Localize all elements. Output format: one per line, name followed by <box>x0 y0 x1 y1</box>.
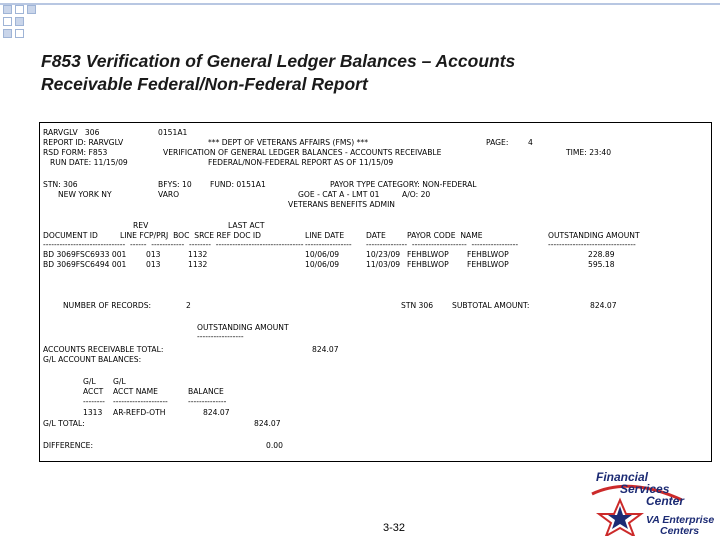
station-bfys: BFYS: 10 <box>158 180 192 189</box>
col-header-line-date: LINE DATE <box>305 231 345 240</box>
difference-label: DIFFERENCE: <box>43 441 94 450</box>
report-page-value: 4 <box>528 138 533 147</box>
decor-square <box>3 17 12 26</box>
gl-divider: -------------- <box>188 397 227 406</box>
gl-header: G/L <box>83 377 96 386</box>
col-header-rev: REV <box>133 221 149 230</box>
gl-divider: -------- <box>83 397 105 406</box>
top-rule <box>0 3 720 5</box>
row-payor-name: FEHBLWOP <box>467 260 509 269</box>
report-subheading: FEDERAL/NON-FEDERAL REPORT AS OF 11/15/09 <box>208 158 394 167</box>
column-divider: ------------------------------ ------ ------------ -------- -------------------------------- <box>43 240 304 249</box>
decor-square <box>27 5 36 14</box>
ar-total-value: 824.07 <box>312 345 339 354</box>
decor-square <box>15 29 24 38</box>
row-fcp: 013 <box>146 250 161 259</box>
decor-square <box>3 29 12 38</box>
station-id: STN: 306 <box>43 180 78 189</box>
report-id: REPORT ID: RARVGLV <box>43 138 124 147</box>
report-dept: *** DEPT OF VETERANS AFFAIRS (FMS) *** <box>208 138 368 147</box>
gl-divider: -------------------- <box>113 397 168 406</box>
gl-header: G/L <box>113 377 126 386</box>
column-divider: -------------------------------- <box>548 240 636 249</box>
decor-square <box>15 17 24 26</box>
report-heading: VERIFICATION OF GENERAL LEDGER BALANCES - ACCOUNTS RECEIVABLE <box>163 148 442 157</box>
row-line-date: 10/06/09 <box>305 250 340 259</box>
row-document-id: BD 3069FSC6933 001 <box>43 250 127 259</box>
gl-header-acct-name: ACCT NAME <box>113 387 158 396</box>
decor-square <box>3 5 12 14</box>
decor-square <box>15 5 24 14</box>
row-date: 10/23/09 <box>366 250 401 259</box>
station-fund: FUND: 0151A1 <box>210 180 266 189</box>
gl-balances-label: G/L ACCOUNT BALANCES: <box>43 355 142 364</box>
logo-text-financial: Financial <box>596 470 649 484</box>
row-amount: 228.89 <box>588 250 615 259</box>
subtotal-amount-value: 824.07 <box>590 301 617 310</box>
station-subtotal-label: STN 306 <box>401 301 434 310</box>
station-goe: GOE - CAT A - LMT 01 <box>298 190 380 199</box>
row-payor-code: FEHBLWOP <box>407 260 449 269</box>
report-id-code: RARVGLV 306 <box>43 128 100 137</box>
report-page-label: PAGE: <box>486 138 509 147</box>
logo-text-center: Center <box>646 494 685 508</box>
logo-text-services: Services <box>620 482 670 496</box>
station-payor-type: PAYOR TYPE CATEGORY: NON-FEDERAL <box>330 180 477 189</box>
difference-value: 0.00 <box>266 441 283 450</box>
gl-account-balance: 824.07 <box>203 408 230 417</box>
gl-total-value: 824.07 <box>254 419 281 428</box>
row-document-id: BD 3069FSC6494 001 <box>43 260 127 269</box>
col-header-payor: PAYOR CODE NAME <box>407 231 483 240</box>
col-header-outstanding: OUTSTANDING AMOUNT <box>548 231 640 240</box>
slide-title <box>41 50 661 96</box>
row-line-date: 10/06/09 <box>305 260 340 269</box>
gl-header-balance: BALANCE <box>188 387 224 396</box>
station-office: VARO <box>158 190 180 199</box>
row-boc: 1132 <box>188 250 208 259</box>
row-date: 11/03/09 <box>366 260 401 269</box>
column-divider: ----------------- <box>305 240 352 249</box>
station-ao: A/O: 20 <box>402 190 431 199</box>
slide-title-line-2: Receivable Federal/Non-Federal Report <box>41 74 368 94</box>
row-fcp: 013 <box>146 260 161 269</box>
row-boc: 1132 <box>188 260 208 269</box>
column-divider: --------------- -------------------- ----------------- <box>366 240 519 249</box>
col-header-last-act: LAST ACT <box>228 221 265 230</box>
row-payor-name: FEHBLWOP <box>467 250 509 259</box>
logo-text-centers: Centers <box>660 525 700 537</box>
number-of-records-label: NUMBER OF RECORDS: <box>63 301 152 310</box>
report-run-date: RUN DATE: 11/15/09 <box>50 158 128 167</box>
report-time: TIME: 23:40 <box>566 148 612 157</box>
col-header-date: DATE <box>366 231 386 240</box>
row-payor-code: FEHBLWOP <box>407 250 449 259</box>
outstanding-divider: ----------------- <box>197 332 244 341</box>
fsc-logo <box>590 470 718 536</box>
station-admin: VETERANS BENEFITS ADMIN <box>288 200 395 209</box>
outstanding-amount-label: OUTSTANDING AMOUNT <box>197 323 289 332</box>
report-fund-code: 0151A1 <box>158 128 188 137</box>
col-header-document-id: DOCUMENT ID <box>43 231 98 240</box>
subtotal-amount-label: SUBTOTAL AMOUNT: <box>452 301 530 310</box>
gl-header-acct: ACCT <box>83 387 104 396</box>
decorative-corner-squares <box>0 0 60 45</box>
row-amount: 595.18 <box>588 260 615 269</box>
report-form: RSD FORM: F853 <box>43 148 108 157</box>
page-number: 3-32 <box>383 522 406 534</box>
slide-title-line-1: F853 Verification of General Ledger Balances – Accounts <box>41 51 516 71</box>
gl-total-label: G/L TOTAL: <box>43 419 85 428</box>
number-of-records-value: 2 <box>186 301 191 310</box>
station-city: NEW YORK NY <box>58 190 112 199</box>
ar-total-label: ACCOUNTS RECEIVABLE TOTAL: <box>43 345 164 354</box>
gl-account-number: 1313 <box>83 408 103 417</box>
col-header-line-boc: LINE FCP/PRJ BOC SRCE REF DOC ID <box>120 231 261 240</box>
logo-text-va-enterprise: VA Enterprise <box>646 514 715 526</box>
report-printout <box>39 122 712 462</box>
gl-account-name: AR-REFD-OTH <box>113 408 166 417</box>
